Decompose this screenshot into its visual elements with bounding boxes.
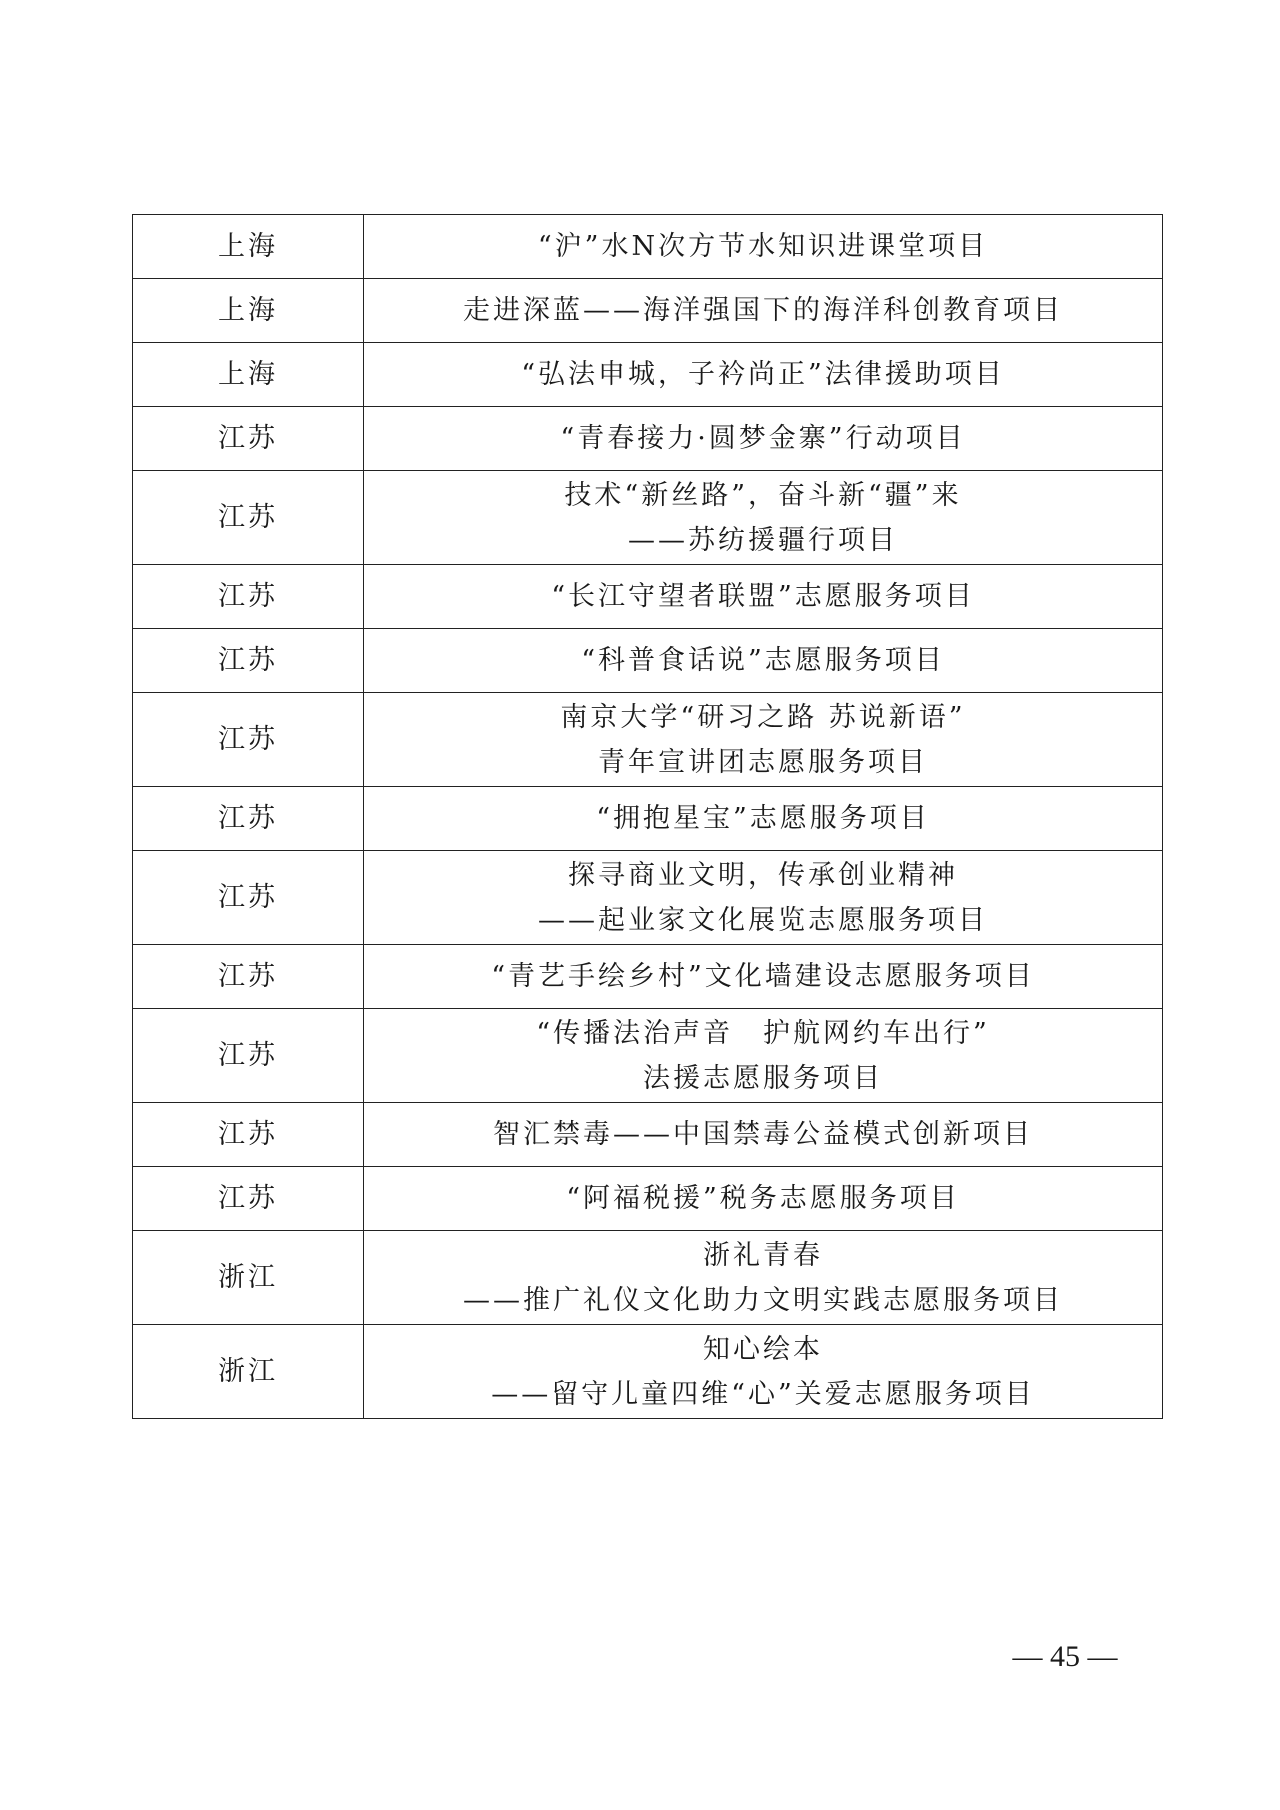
- project-name-line: 知心绘本: [703, 1333, 823, 1365]
- project-cell: [364, 407, 1163, 471]
- region-cell: 上海: [133, 279, 364, 343]
- project-name-line: “传播法治声音 护航网约车出行”: [536, 1017, 990, 1049]
- region-cell: 江苏: [133, 471, 364, 565]
- project-name-line: ——推广礼仪文化助力文明实践志愿服务项目: [463, 1284, 1063, 1316]
- project-name-line: “拥抱星宝”志愿服务项目: [596, 802, 930, 834]
- region-cell: 江苏: [133, 1103, 364, 1167]
- project-name-line: “青春接力·圆梦金寨”行动项目: [560, 422, 966, 454]
- project-table-body: [133, 215, 1163, 1419]
- table-row: [133, 945, 1163, 1009]
- region-cell: 江苏: [133, 851, 364, 945]
- project-cell: [364, 471, 1163, 565]
- table-row: [133, 1231, 1163, 1325]
- project-name-line: 走进深蓝——海洋强国下的海洋科创教育项目: [463, 294, 1063, 326]
- project-cell: [364, 1009, 1163, 1103]
- table-row: [133, 1167, 1163, 1231]
- project-cell: [364, 1167, 1163, 1231]
- table-row: [133, 279, 1163, 343]
- project-name-line: “阿福税援”税务志愿服务项目: [566, 1182, 960, 1214]
- table-row: [133, 851, 1163, 945]
- project-cell: [364, 629, 1163, 693]
- table-row: [133, 787, 1163, 851]
- region-cell: 江苏: [133, 407, 364, 471]
- region-cell: 上海: [133, 343, 364, 407]
- project-name-line: ——留守儿童四维“心”关爱志愿服务项目: [491, 1378, 1035, 1410]
- region-cell: 江苏: [133, 629, 364, 693]
- project-cell: [364, 1231, 1163, 1325]
- region-cell: 江苏: [133, 693, 364, 787]
- project-name-line: 青年宣讲团志愿服务项目: [598, 746, 928, 778]
- project-name-line: 技术“新丝路”，奋斗新“疆”来: [564, 479, 962, 511]
- table-row: [133, 1325, 1163, 1419]
- table-row: [133, 693, 1163, 787]
- project-cell: [364, 851, 1163, 945]
- region-cell: 上海: [133, 215, 364, 279]
- table-row: [133, 343, 1163, 407]
- region-cell: 江苏: [133, 1167, 364, 1231]
- table-row: [133, 565, 1163, 629]
- region-cell: 江苏: [133, 1009, 364, 1103]
- project-cell: [364, 945, 1163, 1009]
- table-row: [133, 471, 1163, 565]
- project-cell: [364, 787, 1163, 851]
- project-name-line: “青艺手绘乡村”文化墙建设志愿服务项目: [491, 960, 1035, 992]
- project-name-line: 南京大学“研习之路 苏说新语”: [560, 701, 966, 733]
- region-cell: 浙江: [133, 1325, 364, 1419]
- table-row: [133, 407, 1163, 471]
- project-name-line: “长江守望者联盟”志愿服务项目: [551, 580, 975, 612]
- project-cell: [364, 215, 1163, 279]
- project-name-line: “弘法申城，子衿尚正”法律援助项目: [521, 358, 1005, 390]
- project-name-line: 法援志愿服务项目: [643, 1062, 883, 1094]
- project-name-line: ——苏纺援疆行项目: [628, 524, 898, 556]
- table-row: [133, 1103, 1163, 1167]
- project-name-line: 探寻商业文明，传承创业精神: [568, 859, 958, 891]
- project-name-line: 智汇禁毒——中国禁毒公益模式创新项目: [493, 1118, 1033, 1150]
- table-row: [133, 629, 1163, 693]
- project-name-line: “沪”水N次方节水知识进课堂项目: [537, 230, 989, 262]
- project-cell: [364, 565, 1163, 629]
- project-cell: [364, 1325, 1163, 1419]
- page-number: — 45 —: [1012, 1640, 1118, 1673]
- project-name-line: 浙礼青春: [703, 1239, 823, 1271]
- project-cell: [364, 1103, 1163, 1167]
- project-cell: [364, 343, 1163, 407]
- region-cell: 江苏: [133, 787, 364, 851]
- table-row: [133, 215, 1163, 279]
- region-cell: 江苏: [133, 565, 364, 629]
- project-name-line: ——起业家文化展览志愿服务项目: [538, 904, 988, 936]
- region-cell: 江苏: [133, 945, 364, 1009]
- project-table: [132, 214, 1163, 1419]
- project-cell: [364, 279, 1163, 343]
- project-name-line: “科普食话说”志愿服务项目: [581, 644, 945, 676]
- project-cell: [364, 693, 1163, 787]
- region-cell: 浙江: [133, 1231, 364, 1325]
- table-row: [133, 1009, 1163, 1103]
